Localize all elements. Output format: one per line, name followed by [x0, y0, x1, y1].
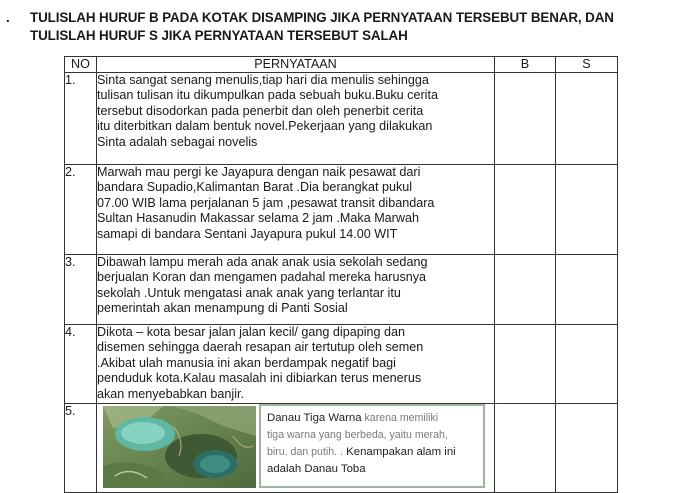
lake-statement-card: [259, 404, 485, 488]
instruction-line-1: TULISLAH HURUF B PADA KOTAK DISAMPING JIKA PERNYATAAN TERSEBUT BENAR, DAN: [30, 10, 614, 25]
statement-line: bandara Supadio,Kalimantan Barat .Dia berangkat pukul: [97, 180, 413, 195]
instruction-line-2: TULISLAH HURUF S JIKA PERNYATAAN TERSEBUT SALAH: [30, 28, 408, 43]
statement-line: disemen sehingga daerah resapan air tertutup oleh semen: [97, 340, 424, 355]
answer-b-cell[interactable]: [495, 404, 556, 493]
statement-line: tulisan tulisan itu dikumpulkan pada sebuah buku.Buku cerita: [97, 88, 438, 103]
statement-cell: [97, 325, 495, 404]
statement-line: itu diterbitkan dalam bentuk novel.Pekerjaan yang dilakukan: [97, 119, 433, 134]
statement-line: berjualan Koran dan mengamen padahal mereka harusnya: [97, 270, 427, 285]
instruction-bullet: .: [6, 10, 10, 25]
table-row: [65, 325, 618, 404]
statement-cell: [97, 404, 495, 493]
row-number: 1.: [65, 73, 97, 165]
statement-table: [64, 56, 618, 493]
statement-line: Sinta sangat senang menulis,tiap hari dia menulis sehingga: [97, 73, 429, 87]
statement-cell: [97, 255, 495, 325]
statement-line: samapi di bandara Sentani Jayapura pukul 14.00 WIT: [97, 226, 398, 241]
statement-line: Sultan Hasanudin Makassar selama 2 jam .Maka Marwah: [97, 211, 419, 226]
statement-line: penduduk kota.Kalau masalah ini dibiarkan terus menerus: [97, 371, 422, 386]
row-number: 5.: [65, 404, 97, 493]
header-b: B: [495, 57, 556, 73]
statement-line: tersebut disodorkan pada penerbit dan oleh penerbit cerita: [97, 103, 424, 118]
row-number: 2.: [65, 165, 97, 255]
card-line-1-soft: karena memiliki: [361, 412, 439, 424]
statement-line: akan menyebabkan banjir.: [97, 386, 245, 401]
card-line: [267, 444, 483, 461]
card-line: [267, 410, 483, 427]
crater-lake-image: [103, 406, 256, 488]
header-no: NO: [65, 57, 97, 73]
statement-line: Marwah mau pergi ke Jayapura dengan naik pesawat dari: [97, 165, 421, 179]
card-line-1-strong: Danau Tiga Warna: [267, 412, 362, 424]
statement-line: pemerintah akan menampung di Panti Sosial: [97, 301, 348, 316]
statement-line: 07.00 WIB lama perjalanan 5 jam ,pesawat transit dibandara: [97, 195, 435, 210]
table-row: [65, 165, 618, 255]
card-line-4-strong: adalah Danau Toba: [267, 463, 366, 475]
table-row: [65, 255, 618, 325]
statement-cell: [97, 73, 495, 165]
table-header-row: [65, 57, 618, 73]
card-line-3-soft: biru, dan putih. .: [267, 446, 343, 458]
card-line-2-soft: tiga warna yang berbeda, yaitu merah,: [267, 429, 448, 441]
statement-line: .Akibat ulah manusia ini akan berdampak negatif bagi: [97, 355, 396, 370]
table-row: [65, 73, 618, 165]
answer-s-cell[interactable]: [556, 404, 618, 493]
row-number: 3.: [65, 255, 97, 325]
card-line: [267, 427, 483, 444]
answer-b-cell[interactable]: [495, 73, 556, 165]
card-line-3-strong: Kenampakan alam ini: [342, 446, 456, 458]
statement-cell: [97, 165, 495, 255]
lake-photo: [103, 406, 256, 488]
answer-b-cell[interactable]: [495, 325, 556, 404]
answer-s-cell[interactable]: [556, 165, 618, 255]
answer-s-cell[interactable]: [556, 255, 618, 325]
row-number: 4.: [65, 325, 97, 404]
table-row: [65, 404, 618, 493]
answer-b-cell[interactable]: [495, 255, 556, 325]
card-line: [267, 461, 483, 478]
answer-s-cell[interactable]: [556, 325, 618, 404]
header-s: S: [556, 57, 618, 73]
statement-line: Sinta adalah sebagai novelis: [97, 134, 258, 149]
statement-line: Dibawah lampu merah ada anak anak usia sekolah sedang: [97, 255, 428, 269]
statement-line: Dikota – kota besar jalan jalan kecil/ gang dipaping dan: [97, 325, 406, 339]
answer-s-cell[interactable]: [556, 73, 618, 165]
statement-line: sekolah .Untuk mengatasi anak anak yang terlantar itu: [97, 285, 401, 300]
header-statement: PERNYATAAN: [97, 57, 495, 73]
answer-b-cell[interactable]: [495, 165, 556, 255]
